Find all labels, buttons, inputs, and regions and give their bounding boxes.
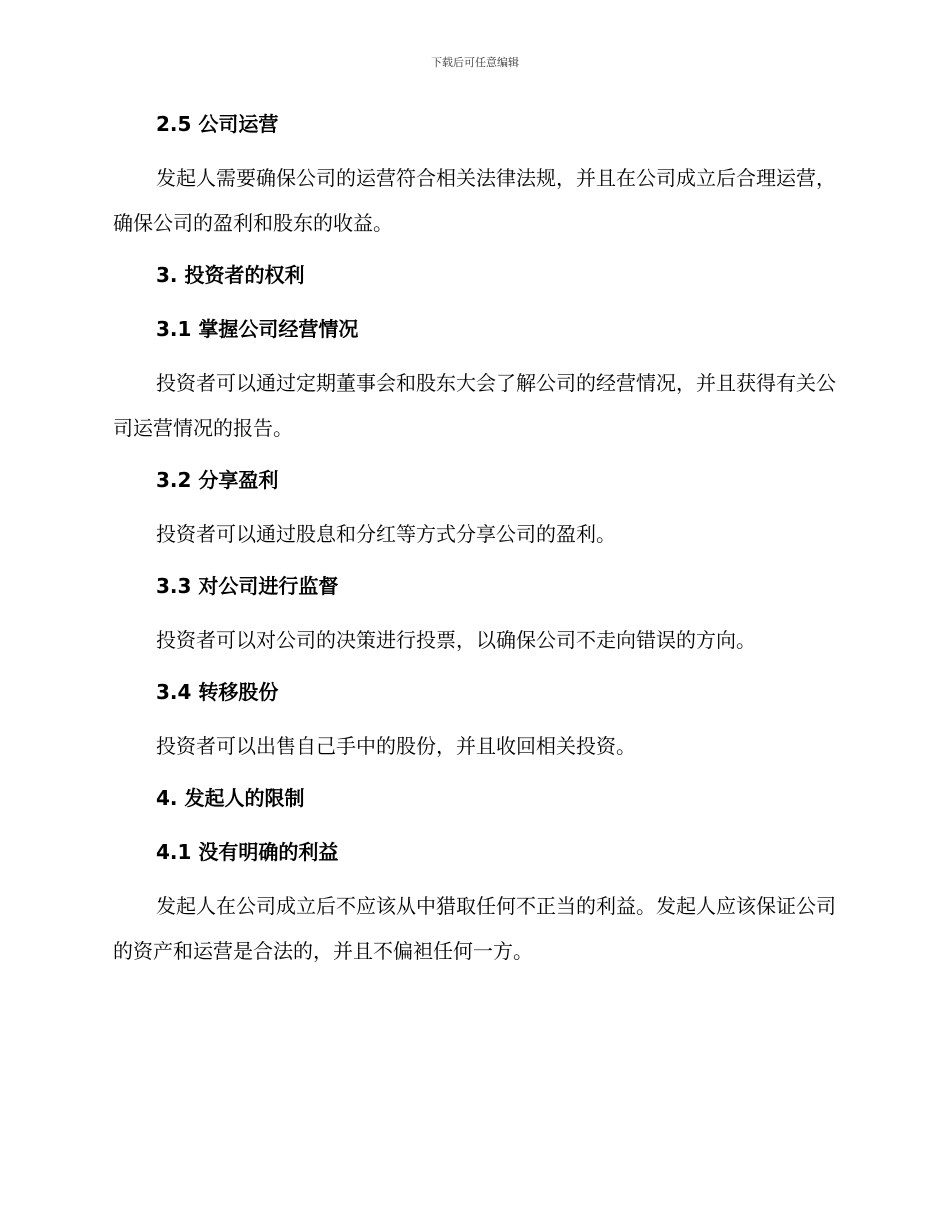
heading-3: 3. 投资者的权利 [156,263,305,287]
paragraph-4-1: 发起人在公司成立后不应该从中猎取任何不正当的利益。发起人应该保证公司的资产和运营是合法的，并且不偏袒任何一方。 [113,894,836,963]
heading-3-1: 3.1 掌握公司经营情况 [156,317,359,341]
heading-4: 4. 发起人的限制 [156,786,305,810]
heading-3-3: 3.3 对公司进行监督 [156,574,339,598]
page-header: 下载后可任意编辑 [431,56,519,69]
paragraph-3-4: 投资者可以出售自己手中的股份，并且收回相关投资。 [156,734,636,758]
heading-3-4: 3.4 转移股份 [156,680,279,704]
paragraph-2-5: 发起人需要确保公司的运营符合相关法律法规，并且在公司成立后合理运营，确保公司的盈利和股东的收益。 [113,166,836,235]
paragraph-3-1: 投资者可以通过定期董事会和股东大会了解公司的经营情况，并且获得有关公司运营情况的报告。 [113,371,836,440]
paragraph-3-3: 投资者可以对公司的决策进行投票，以确保公司不走向错误的方向。 [156,628,756,652]
paragraph-3-2: 投资者可以通过股息和分红等方式分享公司的盈利。 [156,522,616,546]
document-body [113,110,838,974]
heading-4-1: 4.1 没有明确的利益 [156,840,339,864]
heading-3-2: 3.2 分享盈利 [156,468,279,492]
heading-2-5: 2.5 公司运营 [156,112,279,136]
